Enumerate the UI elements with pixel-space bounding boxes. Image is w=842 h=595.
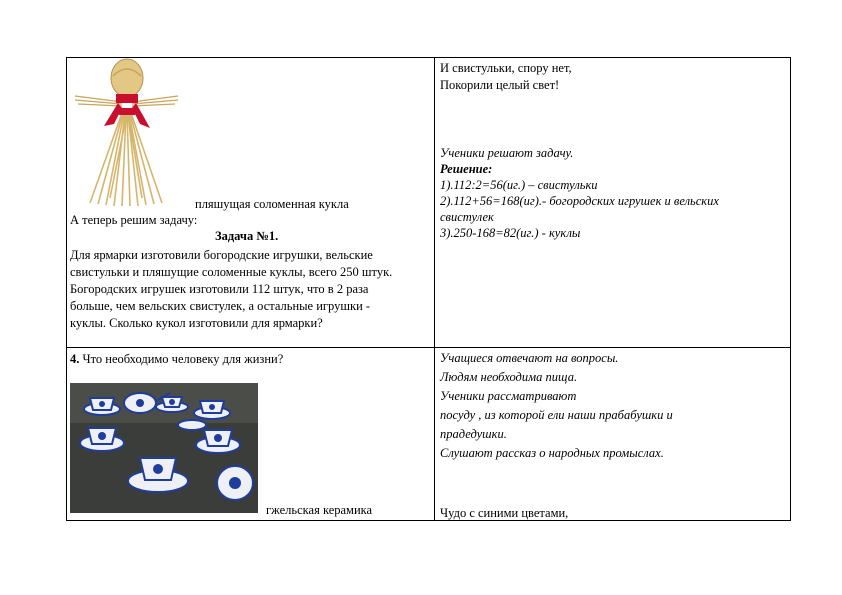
poem-line-1: И свистульки, спору нет,: [440, 61, 572, 75]
closing-line: Чудо с синими цветами,: [440, 506, 569, 520]
task-line-5: куклы. Сколько кукол изготовили для ярмарки?: [70, 316, 323, 330]
task-line-3: Богородских игрушек изготовили 112 штук, что в 2 раза: [70, 282, 369, 296]
poem-line-2: Покорили целый свет!: [440, 78, 560, 92]
gzhel-ceramics-image: [70, 383, 258, 513]
straw-doll-image: [70, 58, 182, 208]
row-divider: [66, 347, 791, 348]
solution-line-3: свистулек: [440, 210, 494, 224]
solution-label: Решение:: [440, 162, 493, 176]
table-border-left: [66, 57, 67, 521]
column-divider: [434, 57, 435, 521]
table-border-bottom: [66, 520, 791, 521]
solution-line-4: 3).250-168=82(иг.) - куклы: [440, 226, 581, 240]
task-line-1: Для ярмарки изготовили богородские игрушки, вельские: [70, 248, 373, 262]
solution-line-1: 1).112:2=56(иг.) – свистульки: [440, 178, 598, 192]
task-title: Задача №1.: [215, 229, 279, 243]
answer-line-5: прадедушки.: [440, 427, 507, 441]
solution-line-2: 2).112+56=168(иг).- богородских игрушек и вельских: [440, 194, 719, 208]
question-4: [70, 351, 283, 368]
ceramics-caption: гжельская керамика: [266, 503, 373, 517]
doll-caption: пляшущая соломенная кукла: [195, 197, 349, 211]
answer-line-3: Ученики рассматривают: [440, 389, 577, 403]
table-border-right: [790, 57, 791, 521]
task-line-4: больше, чем вельских свистулек, а остальные игрушки -: [70, 299, 371, 313]
answer-line-2: Людям необходима пища.: [440, 370, 578, 384]
answer-line-1: Учащиеся отвечают на вопросы.: [440, 351, 619, 365]
task-intro: А теперь решим задачу:: [70, 213, 198, 227]
answer-line-4: посуду , из которой ели наши прабабушки и: [440, 408, 673, 422]
answer-line-6: Слушают рассказ о народных промыслах.: [440, 446, 664, 460]
question-text: Что необходимо человеку для жизни?: [79, 352, 284, 366]
solve-note: Ученики решают задачу.: [440, 146, 574, 160]
question-number: 4.: [70, 352, 80, 366]
task-line-2: свистульки и пляшущие соломенные куклы, всего 250 штук.: [70, 265, 393, 279]
